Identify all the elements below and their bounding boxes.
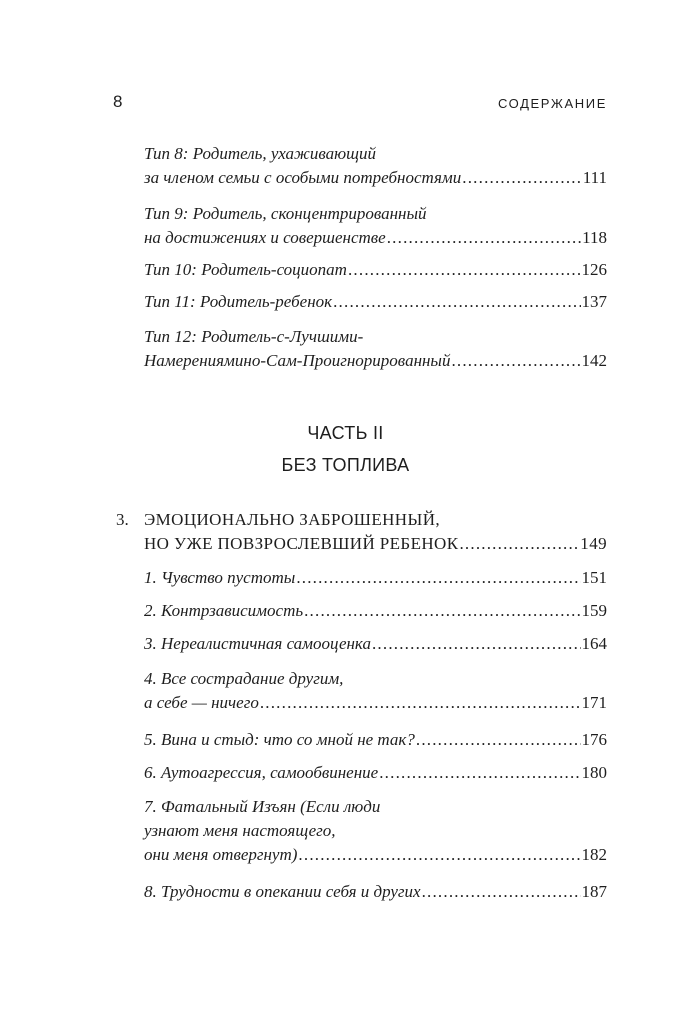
toc-entry-page: 111: [582, 168, 607, 187]
toc-entry-page: 176: [581, 730, 607, 749]
toc-section-1: [144, 566, 607, 590]
toc-entry-title-line: 2. Контрзависимость: [144, 601, 304, 620]
toc-entry-page: 137: [581, 292, 607, 311]
toc-entry-title-line: 8. Трудности в опекании себя и других: [144, 882, 421, 901]
toc-entry-page: 151: [581, 568, 607, 587]
toc-section-2: [144, 599, 607, 623]
toc-entry-title-line: Тип 11: Родитель-ребенок: [144, 292, 333, 311]
dot-leader: [416, 728, 581, 752]
toc-entry-title-line: 4. Все сострадание другим,: [144, 669, 344, 688]
toc-entry-page: 180: [581, 763, 607, 782]
toc-section-5: [144, 728, 607, 752]
toc-entry-title-line: 3. Нереалистичная самооценка: [144, 634, 371, 653]
toc-section-6: [144, 761, 607, 785]
dot-leader: [379, 761, 580, 785]
dot-leader: [459, 532, 579, 556]
toc-entry-title-line: 5. Вина и стыд: что со мной не так?: [144, 730, 415, 749]
toc-entry-title-line: а себе — ничего: [144, 693, 259, 712]
chapter-number: 3.: [116, 510, 129, 529]
toc-entry-type-8: [144, 142, 607, 190]
dot-leader: [260, 691, 581, 715]
part-label: ЧАСТЬ II: [307, 423, 384, 443]
toc-entry-title-line: 7. Фатальный Изъян (Если люди: [144, 797, 381, 816]
toc-entry-type-9: [144, 202, 607, 250]
dot-leader: [296, 566, 580, 590]
toc-entry-type-10: [144, 258, 607, 282]
toc-entry-title-line: Тип 8: Родитель, ухаживающий: [144, 144, 376, 163]
toc-entry-page: 187: [581, 882, 607, 901]
toc-entry-page: 159: [581, 601, 607, 620]
toc-section-3: [144, 632, 607, 656]
dot-leader: [298, 843, 580, 867]
chapter-title-line: НО УЖЕ ПОВЗРОСЛЕВШИЙ РЕБЕНОК: [144, 534, 459, 553]
toc-entry-title-line: Тип 9: Родитель, сконцентрированный: [144, 204, 427, 223]
toc-entry-title-line: узнают меня настоящего,: [144, 821, 336, 840]
toc-entry-page: 171: [581, 693, 607, 712]
dot-leader: [333, 290, 580, 314]
toc-entry-page: 118: [582, 228, 607, 247]
toc-entry-title-line: они меня отвергнут): [144, 845, 298, 864]
dot-leader: [387, 226, 581, 250]
toc-section-8: [144, 880, 607, 904]
toc-entry-title-line: 1. Чувство пустоты: [144, 568, 296, 587]
dot-leader: [422, 880, 581, 904]
dot-leader: [304, 599, 580, 623]
toc-entry-page: 164: [581, 634, 607, 653]
toc-entry-title-line: Намерениямино-Сам-Проигнорированный: [144, 351, 451, 370]
dot-leader: [462, 166, 581, 190]
toc-entry-page: 142: [581, 351, 607, 370]
dot-leader: [348, 258, 581, 282]
toc-entry-page: 182: [581, 845, 607, 864]
toc-chapter-3: [144, 508, 607, 556]
toc-entry-title-line: Тип 12: Родитель-с-Лучшими-: [144, 327, 364, 346]
toc-entry-page: 149: [580, 534, 607, 553]
part-title: БЕЗ ТОПЛИВА: [281, 455, 410, 475]
dot-leader: [451, 349, 580, 373]
toc-entry-title-line: за членом семьи с особыми потребностями: [144, 168, 462, 187]
page-number: 8: [113, 92, 123, 111]
toc-entry-title-line: 6. Аутоагрессия, самообвинение: [144, 763, 379, 782]
toc-entry-title-line: на достижениях и совершенстве: [144, 228, 386, 247]
running-head: СОДЕРЖАНИЕ: [497, 96, 607, 111]
dot-leader: [372, 632, 581, 656]
toc-entry-title-line: Тип 10: Родитель-социопат: [144, 260, 347, 279]
toc-entry-type-11: [144, 290, 607, 314]
toc-entry-type-12: [144, 325, 607, 373]
toc-section-7: [144, 795, 607, 867]
toc-entry-page: 126: [581, 260, 607, 279]
toc-section-4: [144, 667, 607, 715]
chapter-title-line: ЭМОЦИОНАЛЬНО ЗАБРОШЕННЫЙ,: [144, 510, 441, 529]
